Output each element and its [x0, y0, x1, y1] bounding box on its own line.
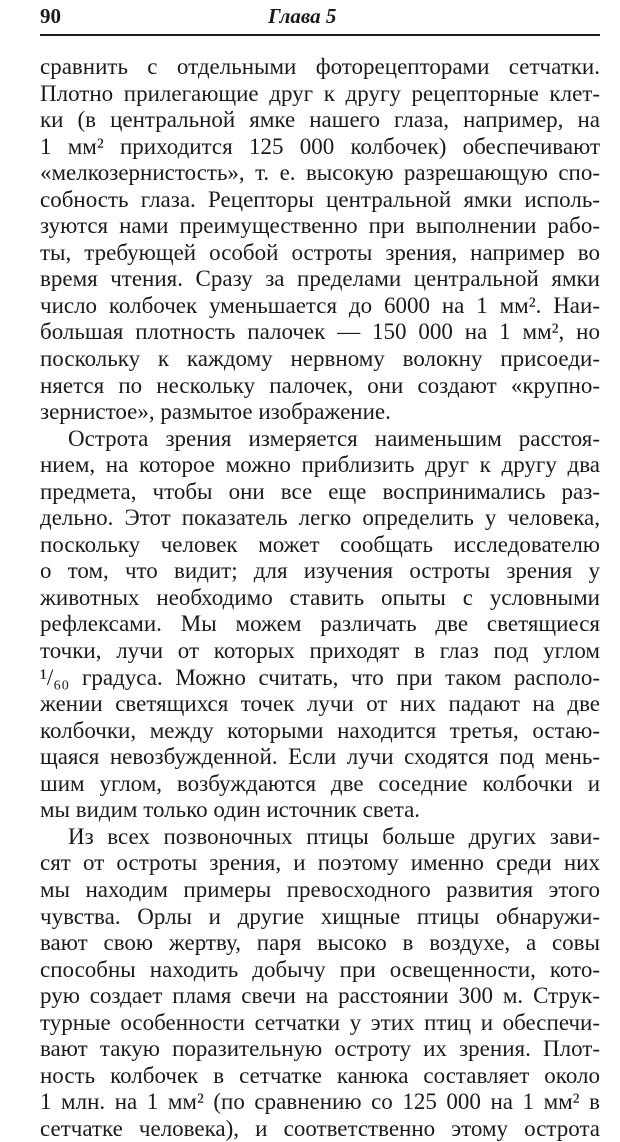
- text-line: жении светящихся точек лучи от них падают на две: [40, 691, 600, 717]
- text-line: ки (в центральной ямке нашего глаза, например, на: [40, 107, 600, 133]
- text-line: поскольку человек может сообщать исследователю: [40, 531, 600, 557]
- text-line: вают свою жертву, паря высоко в воздухе, а совы: [40, 930, 600, 956]
- text-line: Плотно прилегающие друг к другу рецепторные клет-: [40, 80, 600, 106]
- text-line: зуются нами преимущественно при выполнении рабо-: [40, 213, 600, 239]
- text-line: зернистое», размытое изображение.: [40, 399, 391, 425]
- text-line: рую создает пламя свечи на расстоянии 300 м. Струк-: [40, 983, 600, 1009]
- text-line: Из всех позвоночных птицы больше других зави-: [68, 823, 600, 849]
- text-line: колбочки, между которыми находится третья, остаю-: [40, 717, 600, 743]
- text-line: мы находим примеры превосходного развития этого: [40, 876, 600, 902]
- text-line: ¹/₆₀ градуса. Можно считать, что при таком располо-: [40, 664, 600, 690]
- text-line: сетчатке человека), и соответственно этому острота: [40, 1115, 600, 1141]
- page-number: 90: [40, 4, 61, 28]
- text-line: предмета, чтобы они все еще воспринимались раз-: [40, 478, 600, 504]
- text-line: большая плотность палочек — 150 000 на 1 мм², но: [40, 319, 600, 345]
- text-line: нием, на которое можно приблизить друг к другу два: [40, 452, 600, 478]
- text-line: Острота зрения измеряется наименьшим расстоя-: [68, 425, 600, 451]
- text-line: чувства. Орлы и другие хищные птицы обнаружи-: [40, 903, 600, 929]
- text-line: мы видим только один источник света.: [40, 797, 421, 823]
- text-line: няется по нескольку палочек, они создают «крупно-: [40, 372, 600, 398]
- text-line: поскольку к каждому нервному волокну присоеди-: [40, 346, 600, 372]
- text-line: число колбочек уменьшается до 6000 на 1 мм². Наи-: [40, 292, 600, 318]
- text-line: ность колбочек в сетчатке канюка составляет около: [40, 1062, 600, 1088]
- text-line: время чтения. Сразу за пределами центральной ямки: [40, 266, 600, 292]
- text-line: турные особенности сетчатки у этих птиц и обеспечи-: [40, 1009, 600, 1035]
- text-line: точки, лучи от которых приходят в глаз под углом: [40, 638, 600, 664]
- text-line: собность глаза. Рецепторы центральной ямки исполь-: [40, 186, 600, 212]
- chapter-title: Глава 5: [268, 4, 337, 28]
- text-line: сравнить с отдельными фоторецепторами сетчатки.: [40, 54, 600, 79]
- text-line: способны находить добычу при освещенности, кото-: [40, 956, 600, 982]
- text-line: щаяся невозбужденной. Если лучи сходятся под мень-: [40, 744, 600, 770]
- text-line: ты, требующей особой остроты зрения, например во: [40, 239, 600, 265]
- text-line: дельно. Этот показатель легко определить у человека,: [40, 505, 600, 531]
- text-line: вают такую поразительную остроту их зрения. Плот-: [40, 1036, 600, 1062]
- text-line: рефлексами. Мы можем различать две светящиеся: [40, 611, 600, 637]
- text-line: животных необходимо ставить опыты с условными: [40, 584, 600, 610]
- text-line: сят от остроты зрения, и поэтому именно среди них: [40, 850, 600, 876]
- text-line: шим углом, возбуждаются две соседние колбочки и: [40, 770, 600, 796]
- running-head: [40, 4, 600, 34]
- text-line: 1 млн. на 1 мм² (по сравнению со 125 000 на 1 мм² в: [40, 1089, 600, 1115]
- text-line: «мелкозернистость», т. е. высокую разрешающую спо-: [40, 160, 600, 186]
- text-line: 1 мм² приходится 125 000 колбочек) обеспечивают: [40, 133, 600, 159]
- header-rule: [40, 34, 600, 36]
- body-text: [40, 54, 600, 1142]
- text-line: о том, что видит; для изучения остроты зрения у: [40, 558, 600, 584]
